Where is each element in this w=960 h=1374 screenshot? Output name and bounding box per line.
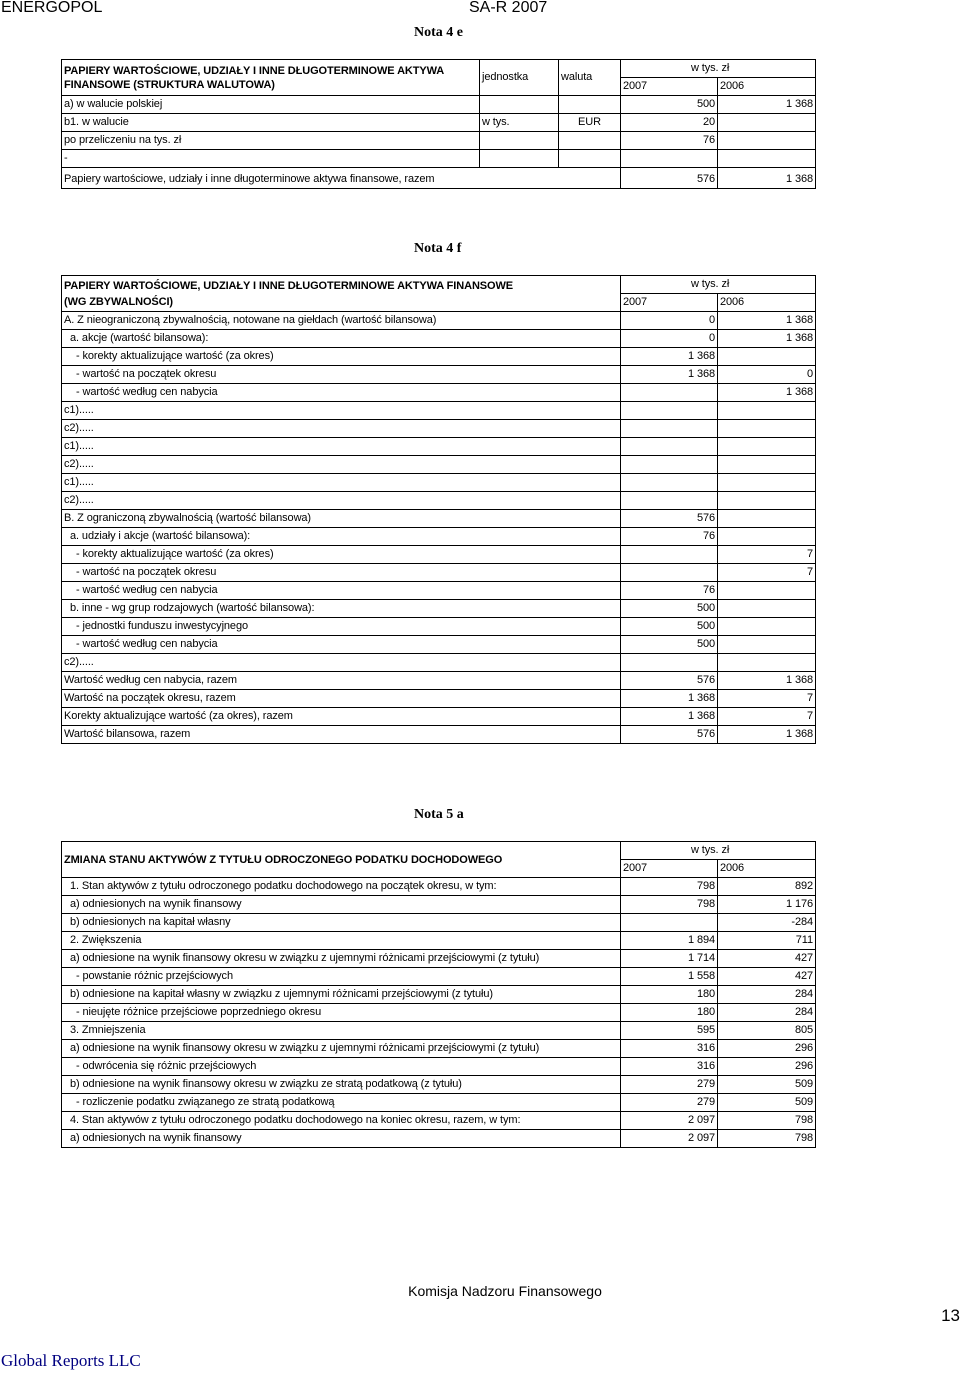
row-label: Wartość według cen nabycia, razem	[62, 672, 621, 690]
value-2007: 500	[621, 600, 718, 618]
value-2006	[718, 456, 816, 474]
value-2006: 1 368	[718, 312, 816, 330]
row-label: - rozliczenie podatku związanego ze stratą podatkową	[62, 1094, 621, 1112]
table-row	[62, 618, 816, 636]
company-name: ENERGOPOL	[1, 0, 103, 16]
value-2006: 7	[718, 546, 816, 564]
value-2006: 7	[718, 708, 816, 726]
table-row	[62, 402, 816, 420]
value-2006: 1 368	[718, 672, 816, 690]
value-2007: 279	[621, 1076, 718, 1094]
value-2007: 798	[621, 896, 718, 914]
table-row	[62, 1058, 816, 1076]
value-2007: 1 368	[621, 366, 718, 384]
value-2007: 595	[621, 1022, 718, 1040]
table-row	[62, 672, 816, 690]
table-title	[62, 276, 621, 312]
value-2007: 500	[621, 96, 718, 114]
column-header-2007: 2007	[621, 294, 718, 312]
table-row	[62, 968, 816, 986]
value-2006	[718, 132, 816, 150]
nota-4f-table	[61, 275, 816, 744]
value-2007	[621, 914, 718, 932]
row-label: - powstanie różnic przejściowych	[62, 968, 621, 986]
value-2006: 1 176	[718, 896, 816, 914]
value-2006: 509	[718, 1094, 816, 1112]
table-row	[62, 708, 816, 726]
value-2007: 500	[621, 636, 718, 654]
value-2006: 427	[718, 968, 816, 986]
table-row	[62, 312, 816, 330]
footer-komisja: Komisja Nadzoru Finansowego	[408, 1283, 602, 1299]
column-header-jednostka: jednostka	[480, 60, 559, 96]
row-waluta	[559, 132, 621, 150]
value-2006	[718, 348, 816, 366]
value-2007	[621, 474, 718, 492]
row-label: a) odniesionych na wynik finansowy	[62, 1130, 621, 1148]
nota-5a-table	[61, 841, 816, 1148]
table-row	[62, 132, 816, 150]
value-2006: 296	[718, 1040, 816, 1058]
row-label: - wartość według cen nabycia	[62, 636, 621, 654]
row-label: c1).....	[62, 402, 621, 420]
table-row	[62, 914, 816, 932]
table-row	[62, 1076, 816, 1094]
row-label: -	[62, 150, 480, 168]
value-2007: 76	[621, 528, 718, 546]
nota-4e-table	[61, 59, 816, 189]
table-title	[62, 60, 480, 96]
row-label: a) odniesionych na wynik finansowy	[62, 896, 621, 914]
row-label: a. akcje (wartość bilansowa):	[62, 330, 621, 348]
table-row	[62, 150, 816, 168]
value-2006: 805	[718, 1022, 816, 1040]
column-header-2006: 2006	[718, 78, 816, 96]
row-jednostka	[480, 96, 559, 114]
table-row	[62, 546, 816, 564]
table-row	[62, 384, 816, 402]
value-2007: 2 097	[621, 1112, 718, 1130]
row-label: Wartość na początek okresu, razem	[62, 690, 621, 708]
column-header-2007: 2007	[621, 78, 718, 96]
value-2007: 0	[621, 330, 718, 348]
table-row	[62, 420, 816, 438]
value-2007: 1 714	[621, 950, 718, 968]
column-header-2006: 2006	[718, 860, 816, 878]
table-row	[62, 330, 816, 348]
row-label: 1. Stan aktywów z tytułu odroczonego podatku dochodowego na początek okresu, w tym:	[62, 878, 621, 896]
value-2007: 1 558	[621, 968, 718, 986]
value-2006: -284	[718, 914, 816, 932]
value-2006	[718, 492, 816, 510]
table-row	[62, 366, 816, 384]
value-2007: 576	[621, 168, 718, 189]
value-2006: 296	[718, 1058, 816, 1076]
unit-label: w tys. zł	[621, 842, 816, 860]
table-row	[62, 986, 816, 1004]
row-jednostka	[480, 150, 559, 168]
value-2007: 180	[621, 1004, 718, 1022]
value-2006: 284	[718, 986, 816, 1004]
table-row	[62, 726, 816, 744]
row-label: c1).....	[62, 474, 621, 492]
value-2006	[718, 402, 816, 420]
value-2007	[621, 654, 718, 672]
table-row	[62, 654, 816, 672]
row-label: - nieujęte różnice przejściowe poprzedniego okresu	[62, 1004, 621, 1022]
value-2006: 1 368	[718, 384, 816, 402]
row-label: a) w walucie polskiej	[62, 96, 480, 114]
table-row	[62, 636, 816, 654]
value-2007: 316	[621, 1040, 718, 1058]
table-row	[62, 456, 816, 474]
row-label: b. inne - wg grup rodzajowych (wartość bilansowa):	[62, 600, 621, 618]
value-2006	[718, 150, 816, 168]
title-line: FINANSOWE (STRUKTURA WALUTOWA)	[64, 78, 275, 91]
value-2007: 316	[621, 1058, 718, 1076]
table-row	[62, 1130, 816, 1148]
nota-5a-title: Nota 5 a	[414, 807, 464, 822]
value-2007: 576	[621, 672, 718, 690]
value-2006: 798	[718, 1130, 816, 1148]
row-label: 4. Stan aktywów z tytułu odroczonego podatku dochodowego na koniec okresu, razem, w tym:	[62, 1112, 621, 1130]
row-label: - odwrócenia się różnic przejściowych	[62, 1058, 621, 1076]
value-2006	[718, 618, 816, 636]
table-row	[62, 1112, 816, 1130]
table-row	[62, 474, 816, 492]
row-label: - wartość na początek okresu	[62, 564, 621, 582]
value-2006: 1 368	[718, 168, 816, 189]
table-row	[62, 1004, 816, 1022]
table-row	[62, 168, 816, 189]
value-2006: 1 368	[718, 726, 816, 744]
footer-global-reports: Global Reports LLC	[1, 1351, 141, 1370]
row-label: Wartość bilansowa, razem	[62, 726, 621, 744]
value-2006	[718, 582, 816, 600]
value-2006	[718, 114, 816, 132]
row-jednostka: w tys.	[480, 114, 559, 132]
row-label: a) odniesione na wynik finansowy okresu w związku z ujemnymi różnicami przejściowymi (z tytułu)	[62, 1040, 621, 1058]
value-2007: 500	[621, 618, 718, 636]
table-row	[62, 878, 816, 896]
table-row	[62, 528, 816, 546]
row-label: 2. Zwiększenia	[62, 932, 621, 950]
row-label: c2).....	[62, 456, 621, 474]
row-label: B. Z ograniczoną zbywalnością (wartość bilansowa)	[62, 510, 621, 528]
title-line: PAPIERY WARTOŚCIOWE, UDZIAŁY I INNE DŁUGOTERMINOWE AKTYWA FINANSOWE	[64, 279, 513, 292]
value-2006: 798	[718, 1112, 816, 1130]
row-label: - wartość na początek okresu	[62, 366, 621, 384]
value-2006: 284	[718, 1004, 816, 1022]
value-2007	[621, 438, 718, 456]
nota-4f-title: Nota 4 f	[414, 241, 462, 256]
table-row	[62, 96, 816, 114]
value-2007: 0	[621, 312, 718, 330]
value-2007	[621, 150, 718, 168]
value-2006	[718, 600, 816, 618]
value-2006	[718, 420, 816, 438]
row-label: a) odniesione na wynik finansowy okresu w związku z ujemnymi różnicami przejściowymi (z tytułu)	[62, 950, 621, 968]
title-line: (WG ZBYWALNOŚCI)	[64, 295, 173, 308]
value-2007	[621, 492, 718, 510]
page-number: 13	[941, 1306, 960, 1325]
table-header-row	[62, 842, 816, 860]
column-header-2007: 2007	[621, 860, 718, 878]
value-2007: 2 097	[621, 1130, 718, 1148]
value-2006	[718, 636, 816, 654]
value-2006: 1 368	[718, 96, 816, 114]
row-jednostka	[480, 132, 559, 150]
row-label: b) odniesione na wynik finansowy okresu w związku ze stratą podatkową (z tytułu)	[62, 1076, 621, 1094]
value-2006: 7	[718, 564, 816, 582]
value-2007	[621, 384, 718, 402]
row-label: - korekty aktualizujące wartość (za okres)	[62, 348, 621, 366]
row-waluta	[559, 96, 621, 114]
value-2007: 20	[621, 114, 718, 132]
row-label: 3. Zmniejszenia	[62, 1022, 621, 1040]
value-2006	[718, 474, 816, 492]
value-2007	[621, 402, 718, 420]
value-2006: 509	[718, 1076, 816, 1094]
row-label: Papiery wartościowe, udziały i inne długoterminowe aktywa finansowe, razem	[62, 168, 621, 189]
value-2007	[621, 546, 718, 564]
row-label: a. udziały i akcje (wartość bilansowa):	[62, 528, 621, 546]
row-waluta	[559, 150, 621, 168]
row-label: A. Z nieograniczoną zbywalnością, notowane na giełdach (wartość bilansowa)	[62, 312, 621, 330]
table-header-row	[62, 60, 816, 78]
value-2007: 576	[621, 510, 718, 528]
table-row	[62, 564, 816, 582]
row-label: b1. w walucie	[62, 114, 480, 132]
row-waluta: EUR	[559, 114, 621, 132]
table-row	[62, 492, 816, 510]
table-row	[62, 896, 816, 914]
row-label: c1).....	[62, 438, 621, 456]
value-2006: 7	[718, 690, 816, 708]
table-row	[62, 690, 816, 708]
row-label: Korekty aktualizujące wartość (za okres), razem	[62, 708, 621, 726]
nota-4e-title: Nota 4 e	[414, 25, 463, 40]
value-2006: 711	[718, 932, 816, 950]
table-row	[62, 438, 816, 456]
value-2006	[718, 438, 816, 456]
value-2007: 76	[621, 582, 718, 600]
row-label: c2).....	[62, 654, 621, 672]
value-2006	[718, 528, 816, 546]
column-header-waluta: waluta	[559, 60, 621, 96]
row-label: - jednostki funduszu inwestycyjnego	[62, 618, 621, 636]
value-2007: 798	[621, 878, 718, 896]
table-row	[62, 950, 816, 968]
value-2007: 76	[621, 132, 718, 150]
row-label: c2).....	[62, 492, 621, 510]
table-row	[62, 932, 816, 950]
row-label: po przeliczeniu na tys. zł	[62, 132, 480, 150]
report-code: SA-R 2007	[469, 0, 548, 16]
value-2007	[621, 564, 718, 582]
value-2007: 576	[621, 726, 718, 744]
value-2007: 180	[621, 986, 718, 1004]
value-2007	[621, 420, 718, 438]
value-2007: 279	[621, 1094, 718, 1112]
table-row	[62, 1040, 816, 1058]
column-header-2006: 2006	[718, 294, 816, 312]
value-2007: 1 894	[621, 932, 718, 950]
value-2006: 892	[718, 878, 816, 896]
value-2007: 1 368	[621, 690, 718, 708]
value-2007: 1 368	[621, 708, 718, 726]
table-row	[62, 114, 816, 132]
row-label: - wartość według cen nabycia	[62, 384, 621, 402]
row-label: b) odniesionych na kapitał własny	[62, 914, 621, 932]
table-row	[62, 1094, 816, 1112]
value-2006	[718, 654, 816, 672]
table-row	[62, 1022, 816, 1040]
table-row	[62, 510, 816, 528]
value-2006	[718, 510, 816, 528]
table-row	[62, 582, 816, 600]
row-label: c2).....	[62, 420, 621, 438]
value-2006: 1 368	[718, 330, 816, 348]
value-2006: 427	[718, 950, 816, 968]
table-row	[62, 600, 816, 618]
table-header-row	[62, 276, 816, 294]
title-line: PAPIERY WARTOŚCIOWE, UDZIAŁY I INNE DŁUGOTERMINOWE AKTYWA	[64, 64, 445, 77]
value-2006: 0	[718, 366, 816, 384]
row-label: - korekty aktualizujące wartość (za okres)	[62, 546, 621, 564]
value-2007	[621, 456, 718, 474]
unit-label: w tys. zł	[621, 276, 816, 294]
unit-label: w tys. zł	[621, 60, 816, 78]
table-row	[62, 348, 816, 366]
table-title: ZMIANA STANU AKTYWÓW Z TYTUŁU ODROCZONEGO PODATKU DOCHODOWEGO	[62, 842, 621, 878]
row-label: - wartość według cen nabycia	[62, 582, 621, 600]
row-label: b) odniesione na kapitał własny w związku z ujemnymi różnicami przejściowymi (z tytułu)	[62, 986, 621, 1004]
value-2007: 1 368	[621, 348, 718, 366]
